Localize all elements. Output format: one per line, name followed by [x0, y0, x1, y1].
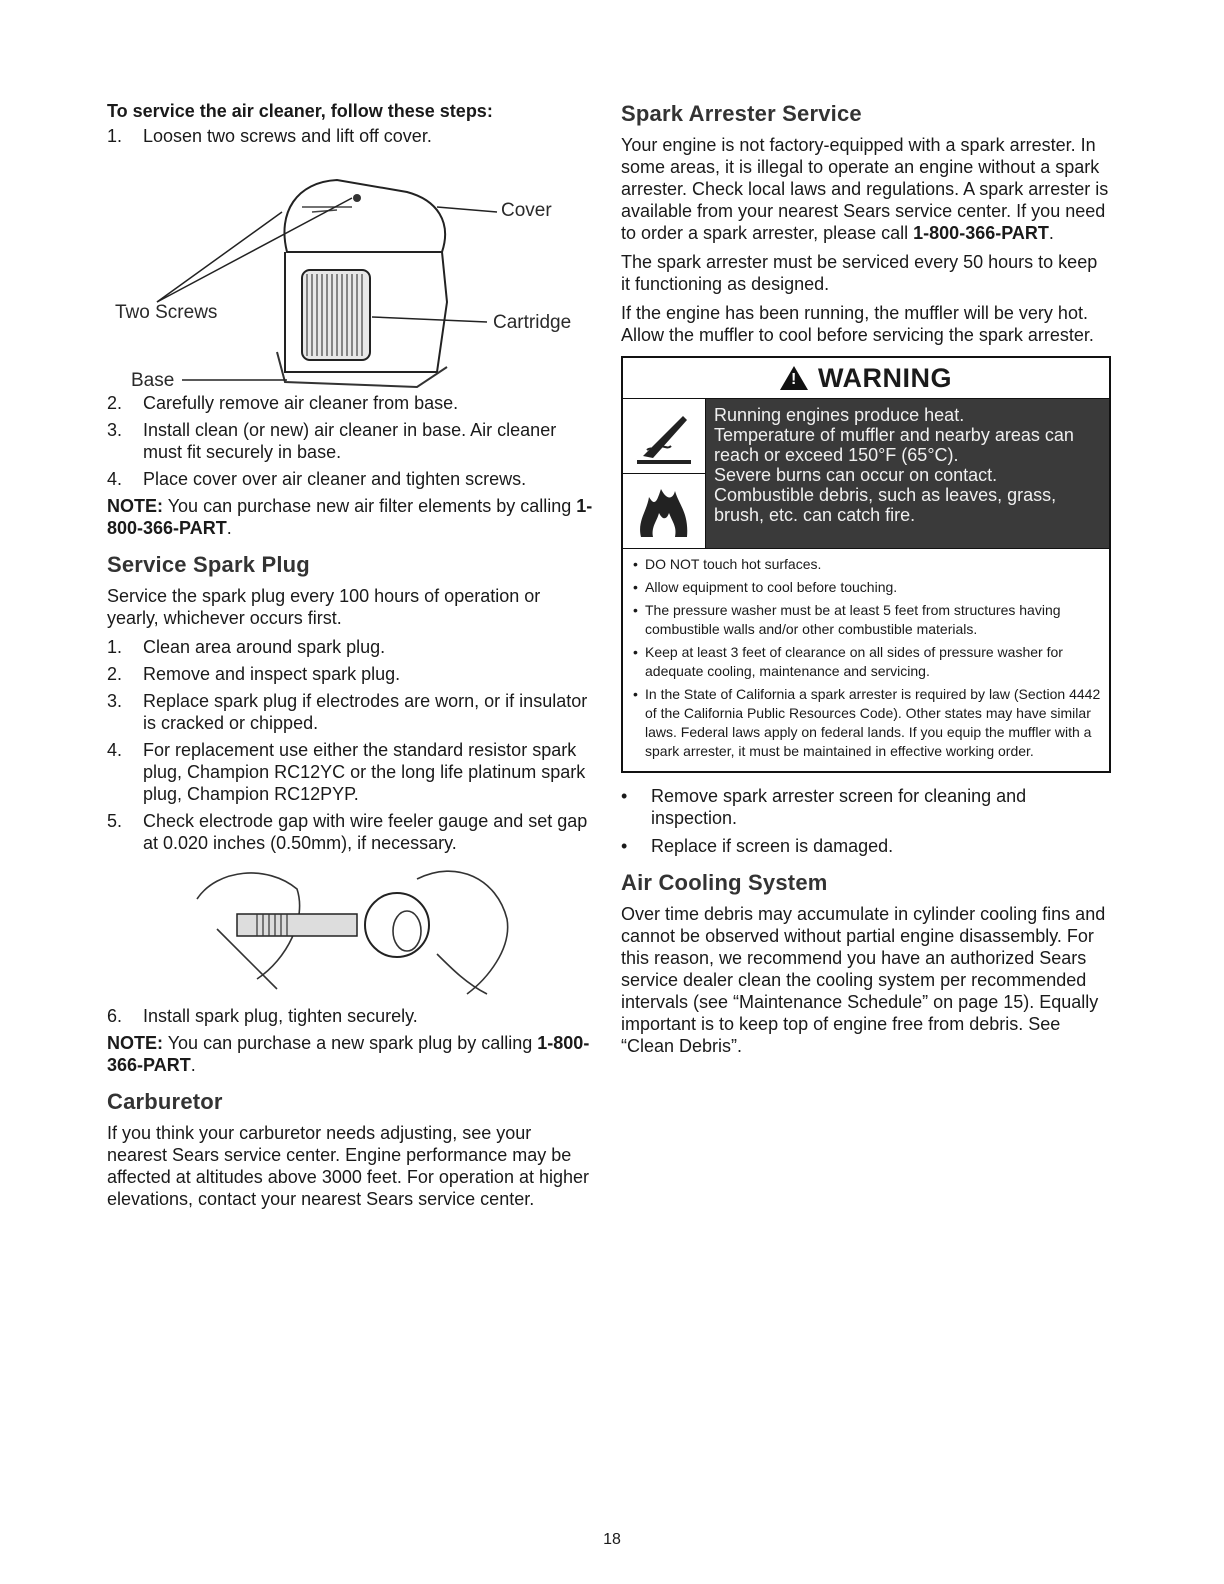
- step-number: 1.: [107, 126, 123, 146]
- hazard-icons: [623, 399, 706, 548]
- warning-header: [623, 358, 1109, 399]
- spark-plug-figure: [107, 859, 595, 999]
- p1-end: .: [1048, 223, 1054, 243]
- warning-item: • Allow equipment to cool before touching.: [633, 578, 1103, 597]
- air-cleaner-illustration: [107, 152, 595, 392]
- note-phone: 1-800-366-PART: [107, 496, 593, 538]
- arrester-step-1: [621, 785, 1111, 829]
- right-column: [621, 100, 1111, 1064]
- air-cooling-heading: Air Cooling System: [621, 870, 828, 895]
- step-number: 4.: [107, 740, 123, 760]
- step-number: 2.: [107, 664, 123, 684]
- step-text: Remove and inspect spark plug.: [143, 664, 401, 684]
- bullet-text: Replace if screen is damaged.: [651, 836, 894, 856]
- hazard-line-1: Running engines produce heat.: [714, 405, 965, 425]
- label-base: Base: [131, 370, 175, 391]
- page-number: 18: [603, 1531, 621, 1548]
- hazard-statements: [706, 399, 1109, 548]
- fire-hazard-icon: [623, 473, 705, 548]
- warning-instructions: [623, 549, 1109, 771]
- spark-plug-gap-illustration: [107, 859, 595, 999]
- hazard-line-2: Temperature of muffler and nearby areas can reach or exceed 150°F (65°C).: [714, 425, 1074, 465]
- carburetor-heading: Carburetor: [107, 1089, 223, 1114]
- step-text: Check electrode gap with wire feeler gauge and set gap at 0.020 inches (0.50mm), if necessary.: [143, 811, 588, 853]
- hazard-line-3: Severe burns can occur on contact.: [714, 465, 998, 485]
- spark-arrester-p3: If the engine has been running, the muffler will be very hot. Allow the muffler to cool before servicing the spark arrester.: [621, 303, 1094, 345]
- label-two-screws: Two Screws: [115, 302, 218, 323]
- bullet-glyph: •: [621, 836, 628, 856]
- left-column: [107, 100, 595, 1217]
- arrester-step-2: [621, 835, 1111, 857]
- air-cleaner-step-2: [107, 392, 595, 414]
- hazard-line-4: Combustible debris, such as leaves, grass, brush, etc. can catch fire.: [714, 485, 1057, 525]
- step-number: 4.: [107, 469, 123, 489]
- air-cooling-text: Over time debris may accumulate in cylinder cooling fins and cannot be observed without partial engine disassembly. For this reason, we recommend you have an authorized Sears service dealer clean the cooling system per recommended intervals (see “Maintenance Schedule” on page 15). Equally important is to keep top of engine free from debris. See “Clean Debris”.: [621, 904, 1106, 1056]
- bullet-glyph: •: [621, 786, 628, 806]
- air-cleaner-step-4: [107, 468, 595, 490]
- step-number: 3.: [107, 420, 123, 440]
- note-label: NOTE:: [107, 1033, 163, 1053]
- step-text: Clean area around spark plug.: [143, 637, 386, 657]
- spark-plug-step-3: [107, 690, 595, 734]
- step-text: Place cover over air cleaner and tighten screws.: [143, 469, 527, 489]
- spark-arrester-p2: The spark arrester must be serviced every 50 hours to keep it functioning as designed.: [621, 252, 1098, 294]
- step-text: Loosen two screws and lift off cover.: [143, 126, 432, 146]
- step-text: Replace spark plug if electrodes are worn, or if insulator is cracked or chipped.: [143, 691, 588, 733]
- label-cartridge: Cartridge: [493, 312, 572, 333]
- step-text: Carefully remove air cleaner from base.: [143, 393, 459, 413]
- note-label: NOTE:: [107, 496, 163, 516]
- warning-triangle-icon: [780, 366, 808, 390]
- step-number: 6.: [107, 1006, 123, 1026]
- note-end: .: [226, 518, 232, 538]
- step-number: 5.: [107, 811, 123, 831]
- service-spark-plug-heading: Service Spark Plug: [107, 552, 310, 577]
- air-cleaner-step-1: [107, 125, 595, 147]
- air-cleaner-figure: [107, 152, 595, 392]
- spark-plug-step-6: [107, 1005, 595, 1027]
- exclamation-glyph: !: [791, 371, 797, 388]
- step-text: Install spark plug, tighten securely.: [143, 1006, 418, 1026]
- warning-item: • Keep at least 3 feet of clearance on all sides of pressure washer for adequate cooling, maintenance and servicing.: [633, 643, 1103, 681]
- air-cleaner-step-3: [107, 419, 595, 463]
- spark-arrester-p1: [621, 134, 1111, 244]
- warning-box: [621, 356, 1111, 773]
- step-number: 1.: [107, 637, 123, 657]
- air-cleaner-intro: To service the air cleaner, follow these steps:: [107, 101, 493, 121]
- warning-hazard-panel: [623, 399, 1109, 549]
- spark-plug-step-4: [107, 739, 595, 805]
- note-phone: 1-800-366-PART: [107, 1033, 590, 1075]
- note-text: You can purchase new air filter elements by calling: [167, 496, 572, 516]
- note-end: .: [190, 1055, 196, 1075]
- bullet-text: Remove spark arrester screen for cleaning and inspection.: [651, 786, 1027, 828]
- warning-item: • In the State of California a spark arrester is required by law (Section 4442 of the California Public Resources Code). Other states may have similar laws. Federal laws apply on federal lands. If you equip the muffler with a spark arrester, it must be maintained in effective working order.: [633, 685, 1103, 761]
- label-cover: Cover: [501, 200, 552, 221]
- carburetor-text: If you think your carburetor needs adjusting, see your nearest Sears service center. Engine performance may be affected at altitudes above 3000 feet. For operation at higher elevations, contact your nearest Sears service center.: [107, 1123, 590, 1209]
- spark-plug-note: [107, 1032, 595, 1076]
- spark-plug-step-5: [107, 810, 595, 854]
- step-number: 2.: [107, 393, 123, 413]
- spark-plug-step-2: [107, 663, 595, 685]
- spark-arrester-heading: Spark Arrester Service: [621, 101, 862, 126]
- warning-title: WARNING: [818, 362, 952, 393]
- air-filter-note: [107, 495, 595, 539]
- note-text: You can purchase a new spark plug by calling: [167, 1033, 533, 1053]
- hot-surface-icon: [623, 399, 705, 473]
- spark-plug-step-1: [107, 636, 595, 658]
- p1-text: Your engine is not factory-equipped with a spark arrester. In some areas, it is illegal to operate an engine without a spark arrester. Check local laws and regulations. A spark arrester is available from your nearest Sears service center. If you need to order a spark arrester, please call: [621, 135, 1109, 243]
- warning-item: • DO NOT touch hot surfaces.: [633, 555, 1103, 574]
- step-number: 3.: [107, 691, 123, 711]
- p1-phone: 1-800-366-PART: [913, 223, 1049, 243]
- spark-plug-intro: Service the spark plug every 100 hours of operation or yearly, whichever occurs first.: [107, 586, 541, 628]
- step-text: Install clean (or new) air cleaner in base. Air cleaner must fit securely in base.: [143, 420, 557, 462]
- warning-item: • The pressure washer must be at least 5 feet from structures having combustible walls and/or other combustible materials.: [633, 601, 1103, 639]
- step-text: For replacement use either the standard resistor spark plug, Champion RC12YC or the long life platinum spark plug, Champion RC12PYP.: [143, 740, 586, 804]
